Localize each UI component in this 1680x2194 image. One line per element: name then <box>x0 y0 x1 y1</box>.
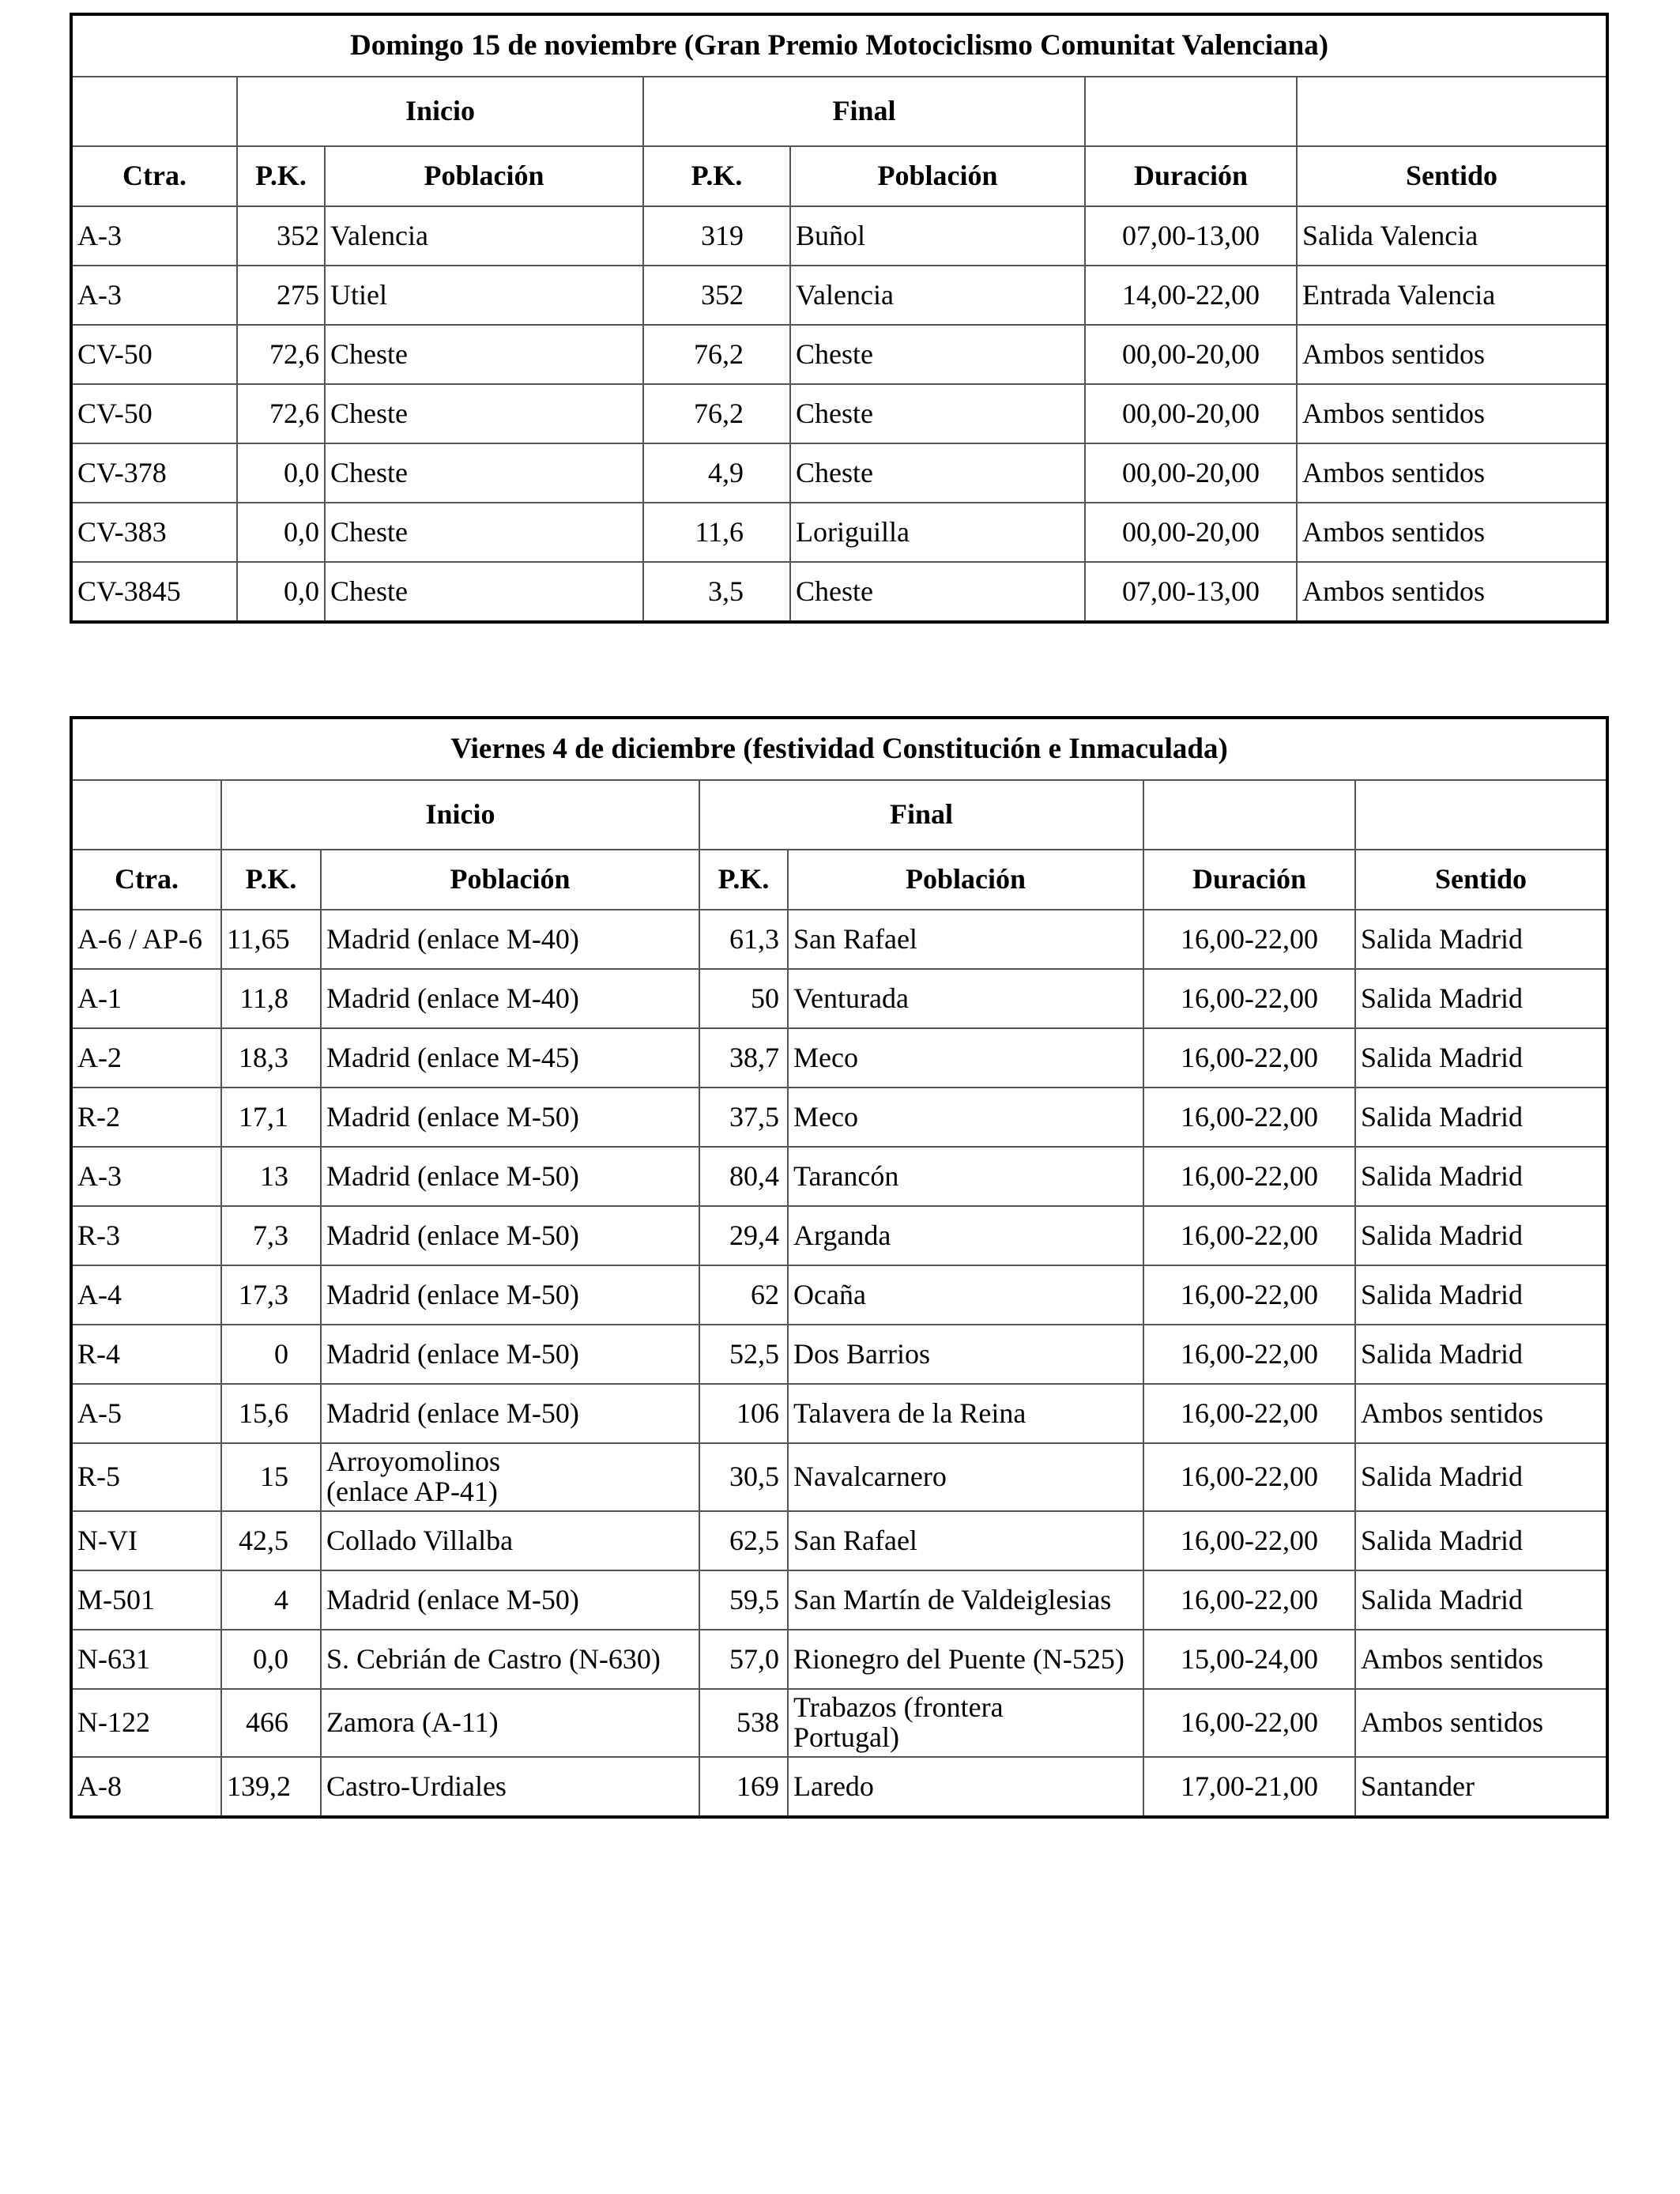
town-start-cell: Cheste <box>325 503 643 562</box>
road-cell: CV-50 <box>71 325 237 384</box>
table-row <box>71 1570 1607 1630</box>
group-header-empty <box>71 77 237 146</box>
road-cell: A-3 <box>71 206 237 266</box>
direction-cell: Ambos sentidos <box>1297 562 1607 622</box>
pk-end-cell: 106 <box>699 1384 788 1443</box>
table-row <box>71 325 1607 384</box>
column-header-ctra: Ctra. <box>71 850 221 910</box>
table-row <box>71 1443 1607 1511</box>
town-end-cell: Talavera de la Reina <box>788 1384 1143 1443</box>
pk-start-cell: 139,2 <box>221 1757 321 1817</box>
pk-end-cell: 76,2 <box>643 384 790 443</box>
table-row <box>71 443 1607 503</box>
town-start-cell: Cheste <box>325 384 643 443</box>
town-end-cell: Cheste <box>790 325 1085 384</box>
town-start-cell: Madrid (enlace M-50) <box>321 1088 699 1147</box>
pk-start-cell: 352 <box>237 206 325 266</box>
direction-cell: Salida Madrid <box>1355 1325 1607 1384</box>
direction-cell: Ambos sentidos <box>1297 325 1607 384</box>
group-header-empty <box>1297 77 1607 146</box>
duration-cell: 16,00-22,00 <box>1143 1443 1355 1511</box>
direction-cell: Salida Madrid <box>1355 1206 1607 1265</box>
pk-end-cell: 169 <box>699 1757 788 1817</box>
duration-cell: 00,00-20,00 <box>1085 325 1297 384</box>
road-cell: N-631 <box>71 1630 221 1689</box>
town-end-cell: Navalcarnero <box>788 1443 1143 1511</box>
town-start-cell: Utiel <box>325 266 643 325</box>
pk-start-cell: 275 <box>237 266 325 325</box>
town-end-cell: Loriguilla <box>790 503 1085 562</box>
road-cell: CV-383 <box>71 503 237 562</box>
column-header-duracion: Duración <box>1143 850 1355 910</box>
group-header-final: Final <box>699 780 1143 850</box>
town-end-cell: Meco <box>788 1088 1143 1147</box>
duration-cell: 16,00-22,00 <box>1143 1028 1355 1088</box>
pk-end-cell: 4,9 <box>643 443 790 503</box>
road-cell: M-501 <box>71 1570 221 1630</box>
duration-cell: 14,00-22,00 <box>1085 266 1297 325</box>
town-end-cell: Meco <box>788 1028 1143 1088</box>
duration-cell: 15,00-24,00 <box>1143 1630 1355 1689</box>
pk-start-cell: 42,5 <box>221 1511 321 1570</box>
pk-end-cell: 29,4 <box>699 1206 788 1265</box>
direction-cell: Ambos sentidos <box>1297 503 1607 562</box>
direction-cell: Santander <box>1355 1757 1607 1817</box>
pk-start-cell: 17,3 <box>221 1265 321 1325</box>
table-row <box>71 206 1607 266</box>
column-header-ctra: Ctra. <box>71 146 237 206</box>
town-start-cell: Cheste <box>325 325 643 384</box>
town-end-cell: Cheste <box>790 384 1085 443</box>
table-row <box>71 562 1607 622</box>
table-row <box>71 1265 1607 1325</box>
pk-start-cell: 72,6 <box>237 325 325 384</box>
direction-cell: Ambos sentidos <box>1297 443 1607 503</box>
pk-end-cell: 80,4 <box>699 1147 788 1206</box>
pk-start-cell: 0 <box>221 1325 321 1384</box>
group-header-final: Final <box>643 77 1085 146</box>
table-row <box>71 503 1607 562</box>
group-header-inicio: Inicio <box>237 77 643 146</box>
duration-cell: 16,00-22,00 <box>1143 1511 1355 1570</box>
road-cell: A-5 <box>71 1384 221 1443</box>
pk-end-cell: 3,5 <box>643 562 790 622</box>
table-row <box>71 1028 1607 1088</box>
table-row <box>71 1511 1607 1570</box>
closures-table-nov-15 <box>70 13 1609 624</box>
table-row <box>71 1384 1607 1443</box>
road-cell: R-5 <box>71 1443 221 1511</box>
pk-start-cell: 4 <box>221 1570 321 1630</box>
column-header-sentido: Sentido <box>1355 850 1607 910</box>
column-header-poblacion-inicio: Población <box>325 146 643 206</box>
direction-cell: Salida Madrid <box>1355 1265 1607 1325</box>
direction-cell: Salida Madrid <box>1355 969 1607 1028</box>
column-header-pk-inicio: P.K. <box>237 146 325 206</box>
duration-cell: 17,00-21,00 <box>1143 1757 1355 1817</box>
column-header-sentido: Sentido <box>1297 146 1607 206</box>
pk-end-cell: 352 <box>643 266 790 325</box>
closures-table-dec-4 <box>70 716 1609 1819</box>
town-start-cell: Madrid (enlace M-50) <box>321 1384 699 1443</box>
column-header-duracion: Duración <box>1085 146 1297 206</box>
pk-start-cell: 18,3 <box>221 1028 321 1088</box>
town-start-cell: Madrid (enlace M-50) <box>321 1570 699 1630</box>
town-end-cell: Arganda <box>788 1206 1143 1265</box>
pk-start-cell: 11,8 <box>221 969 321 1028</box>
town-end-cell: Laredo <box>788 1757 1143 1817</box>
duration-cell: 00,00-20,00 <box>1085 503 1297 562</box>
pk-start-cell: 15 <box>221 1443 321 1511</box>
duration-cell: 16,00-22,00 <box>1143 910 1355 969</box>
town-end-cell: San Martín de Valdeiglesias <box>788 1570 1143 1630</box>
town-end-cell: San Rafael <box>788 910 1143 969</box>
pk-start-cell: 15,6 <box>221 1384 321 1443</box>
pk-start-cell: 0,0 <box>237 503 325 562</box>
direction-cell: Salida Madrid <box>1355 1443 1607 1511</box>
pk-end-cell: 538 <box>699 1689 788 1757</box>
pk-end-cell: 57,0 <box>699 1630 788 1689</box>
town-start-cell: Madrid (enlace M-45) <box>321 1028 699 1088</box>
town-start-cell: Madrid (enlace M-50) <box>321 1206 699 1265</box>
road-cell: N-122 <box>71 1689 221 1757</box>
direction-cell: Salida Madrid <box>1355 1147 1607 1206</box>
column-header-poblacion-inicio: Población <box>321 850 699 910</box>
road-cell: A-8 <box>71 1757 221 1817</box>
pk-start-cell: 466 <box>221 1689 321 1757</box>
table-row <box>71 1206 1607 1265</box>
pk-end-cell: 59,5 <box>699 1570 788 1630</box>
group-header-empty <box>1143 780 1355 850</box>
town-start-cell: Valencia <box>325 206 643 266</box>
table-row <box>71 1088 1607 1147</box>
town-start-cell: Madrid (enlace M-40) <box>321 910 699 969</box>
road-cell: A-3 <box>71 1147 221 1206</box>
road-cell: R-2 <box>71 1088 221 1147</box>
town-start-cell: Castro-Urdiales <box>321 1757 699 1817</box>
road-cell: CV-3845 <box>71 562 237 622</box>
town-end-cell: Rionegro del Puente (N-525) <box>788 1630 1143 1689</box>
pk-start-cell: 11,65 <box>221 910 321 969</box>
table-title: Viernes 4 de diciembre (festividad Constitución e Inmaculada) <box>71 718 1607 780</box>
duration-cell: 16,00-22,00 <box>1143 1206 1355 1265</box>
town-start-cell: Madrid (enlace M-50) <box>321 1325 699 1384</box>
direction-cell: Salida Madrid <box>1355 910 1607 969</box>
duration-cell: 07,00-13,00 <box>1085 206 1297 266</box>
table-row <box>71 266 1607 325</box>
pk-start-cell: 0,0 <box>221 1630 321 1689</box>
pk-end-cell: 62,5 <box>699 1511 788 1570</box>
direction-cell: Salida Madrid <box>1355 1028 1607 1088</box>
direction-cell: Salida Madrid <box>1355 1511 1607 1570</box>
table-row <box>71 1325 1607 1384</box>
pk-end-cell: 62 <box>699 1265 788 1325</box>
town-start-cell: Madrid (enlace M-40) <box>321 969 699 1028</box>
road-cell: A-1 <box>71 969 221 1028</box>
column-header-poblacion-final: Población <box>788 850 1143 910</box>
road-cell: R-4 <box>71 1325 221 1384</box>
town-start-cell: Cheste <box>325 443 643 503</box>
duration-cell: 16,00-22,00 <box>1143 969 1355 1028</box>
road-cell: A-4 <box>71 1265 221 1325</box>
town-start-cell: Madrid (enlace M-50) <box>321 1147 699 1206</box>
pk-start-cell: 13 <box>221 1147 321 1206</box>
duration-cell: 16,00-22,00 <box>1143 1384 1355 1443</box>
town-end-cell: Valencia <box>790 266 1085 325</box>
duration-cell: 16,00-22,00 <box>1143 1088 1355 1147</box>
group-header-empty <box>1085 77 1297 146</box>
column-header-pk-inicio: P.K. <box>221 850 321 910</box>
town-start-cell: Arroyomolinos (enlace AP-41) <box>321 1443 699 1511</box>
town-end-cell: Venturada <box>788 969 1143 1028</box>
town-start-cell: S. Cebrián de Castro (N-630) <box>321 1630 699 1689</box>
duration-cell: 07,00-13,00 <box>1085 562 1297 622</box>
town-end-cell: Trabazos (frontera Portugal) <box>788 1689 1143 1757</box>
direction-cell: Ambos sentidos <box>1355 1689 1607 1757</box>
road-cell: A-6 / AP-6 <box>71 910 221 969</box>
duration-cell: 16,00-22,00 <box>1143 1265 1355 1325</box>
pk-end-cell: 319 <box>643 206 790 266</box>
town-end-cell: Cheste <box>790 443 1085 503</box>
pk-start-cell: 0,0 <box>237 443 325 503</box>
town-end-cell: Cheste <box>790 562 1085 622</box>
road-cell: N-VI <box>71 1511 221 1570</box>
town-end-cell: Ocaña <box>788 1265 1143 1325</box>
road-cell: R-3 <box>71 1206 221 1265</box>
town-start-cell: Cheste <box>325 562 643 622</box>
duration-cell: 00,00-20,00 <box>1085 443 1297 503</box>
table-row <box>71 1147 1607 1206</box>
group-header-empty <box>1355 780 1607 850</box>
town-end-cell: Tarancón <box>788 1147 1143 1206</box>
duration-cell: 16,00-22,00 <box>1143 1325 1355 1384</box>
town-end-cell: Dos Barrios <box>788 1325 1143 1384</box>
direction-cell: Entrada Valencia <box>1297 266 1607 325</box>
table-row <box>71 969 1607 1028</box>
column-header-poblacion-final: Población <box>790 146 1085 206</box>
town-start-cell: Zamora (A-11) <box>321 1689 699 1757</box>
direction-cell: Salida Valencia <box>1297 206 1607 266</box>
direction-cell: Ambos sentidos <box>1355 1384 1607 1443</box>
direction-cell: Ambos sentidos <box>1355 1630 1607 1689</box>
town-end-cell: San Rafael <box>788 1511 1143 1570</box>
duration-cell: 16,00-22,00 <box>1143 1570 1355 1630</box>
table-row <box>71 1630 1607 1689</box>
pk-start-cell: 17,1 <box>221 1088 321 1147</box>
pk-end-cell: 11,6 <box>643 503 790 562</box>
pk-end-cell: 37,5 <box>699 1088 788 1147</box>
town-start-cell: Madrid (enlace M-50) <box>321 1265 699 1325</box>
direction-cell: Salida Madrid <box>1355 1570 1607 1630</box>
road-cell: A-2 <box>71 1028 221 1088</box>
table-row <box>71 910 1607 969</box>
group-header-inicio: Inicio <box>221 780 699 850</box>
town-start-cell: Collado Villalba <box>321 1511 699 1570</box>
pk-end-cell: 61,3 <box>699 910 788 969</box>
pk-end-cell: 76,2 <box>643 325 790 384</box>
direction-cell: Ambos sentidos <box>1297 384 1607 443</box>
pk-end-cell: 50 <box>699 969 788 1028</box>
road-cell: A-3 <box>71 266 237 325</box>
road-cell: CV-50 <box>71 384 237 443</box>
town-end-cell: Buñol <box>790 206 1085 266</box>
pk-end-cell: 38,7 <box>699 1028 788 1088</box>
direction-cell: Salida Madrid <box>1355 1088 1607 1147</box>
pk-start-cell: 72,6 <box>237 384 325 443</box>
pk-start-cell: 7,3 <box>221 1206 321 1265</box>
pk-start-cell: 0,0 <box>237 562 325 622</box>
group-header-empty <box>71 780 221 850</box>
pk-end-cell: 30,5 <box>699 1443 788 1511</box>
table-row <box>71 384 1607 443</box>
column-header-pk-final: P.K. <box>699 850 788 910</box>
table-row <box>71 1757 1607 1817</box>
duration-cell: 00,00-20,00 <box>1085 384 1297 443</box>
duration-cell: 16,00-22,00 <box>1143 1147 1355 1206</box>
table-row <box>71 1689 1607 1757</box>
duration-cell: 16,00-22,00 <box>1143 1689 1355 1757</box>
column-header-pk-final: P.K. <box>643 146 790 206</box>
road-cell: CV-378 <box>71 443 237 503</box>
pk-end-cell: 52,5 <box>699 1325 788 1384</box>
table-title: Domingo 15 de noviembre (Gran Premio Motociclismo Comunitat Valenciana) <box>71 14 1607 77</box>
